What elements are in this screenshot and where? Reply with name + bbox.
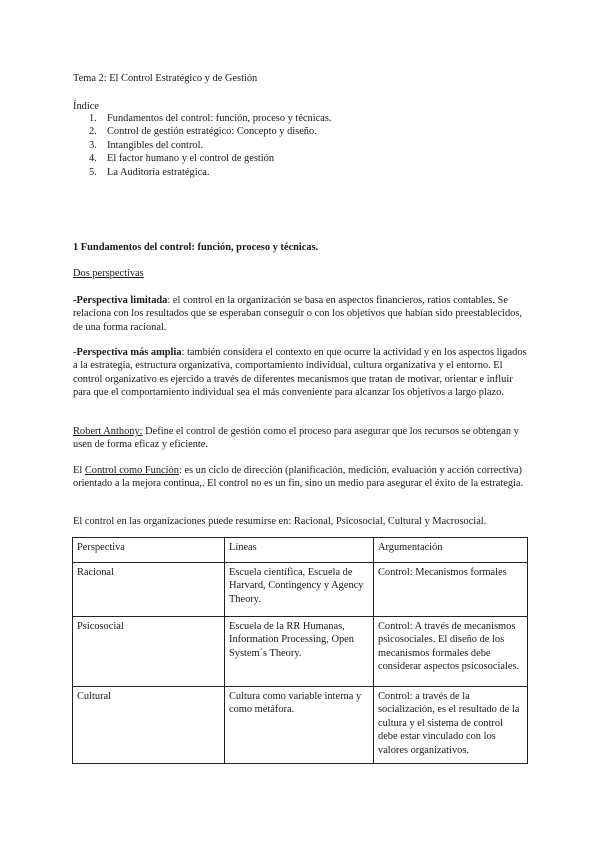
- term-underlined: Control como Función: [84, 465, 179, 476]
- table-cell: Racional: [73, 563, 225, 617]
- term-bold: Perspectiva limitada: [76, 295, 168, 306]
- toc-item: [73, 152, 533, 165]
- table-cell: Control: a través de la socialización, es el resultado de la cultura y el sistema de control debe estar vinculado con los valores organizativos.: [374, 687, 528, 764]
- paragraph-text: : es un ciclo de dirección (planificación, medición, evaluación y acción correctiva) orientado a la mejora continua,. El control no es un fin, sino un medio para asegurar el éxito de la estrategia.: [73, 465, 524, 490]
- toc-item-number: 4.: [89, 153, 97, 165]
- table-header-row: [73, 538, 528, 563]
- term-underlined: Robert Anthony:: [73, 426, 143, 437]
- section-heading: 1 Fundamentos del control: función, proceso y técnicas.: [73, 242, 319, 253]
- table-cell: Control: Mecanismos formales: [374, 563, 528, 617]
- paragraph-resumen: El control en las organizaciones puede resumirse en: Racional, Psicosocial, Cultural y Macrosocial.: [73, 516, 487, 527]
- toc-item-text: La Auditoría estratégica.: [107, 166, 210, 178]
- toc-item-number: 1.: [89, 113, 97, 124]
- paragraph-control-funcion: [73, 464, 533, 491]
- table-row: [73, 563, 528, 617]
- index-heading: Índice: [73, 101, 99, 112]
- toc-item: [73, 166, 533, 179]
- table-cell: Escuela científica, Escuela de Harvard, Contingency y Agency Theory.: [225, 563, 374, 617]
- toc-item-text: Fundamentos del control: función, proceso y técnicas.: [107, 113, 332, 124]
- paragraph-pre: El: [73, 465, 85, 476]
- table-cell: Cultura como variable interna y como metáfora.: [225, 687, 374, 764]
- toc-item-number: 5.: [89, 166, 97, 178]
- toc-item-number: 3.: [89, 139, 97, 151]
- paragraph-text: Define el control de gestión como el proceso para asegurar que los recursos se obtengan y usen de forma eficaz y eficiente.: [73, 426, 519, 451]
- table-header-cell: Argumentación: [374, 538, 528, 563]
- table-header-cell: Perspectiva: [73, 538, 225, 563]
- table-of-contents: [73, 112, 533, 179]
- paragraph-lead: -: [73, 295, 77, 306]
- perspectives-table: [72, 537, 528, 764]
- toc-item-number: 2.: [89, 126, 97, 138]
- table-cell: Psicosocial: [73, 617, 225, 687]
- toc-item: [73, 139, 533, 152]
- table-row: [73, 617, 528, 687]
- paragraph-perspectiva-limitada: [73, 294, 533, 334]
- table-cell: Cultural: [73, 687, 225, 764]
- term-bold: Perspectiva más amplia: [76, 347, 182, 358]
- table-cell: Escuela de la RR Humanas, Information Processing, Open System´s Theory.: [225, 617, 374, 687]
- paragraph-perspectiva-amplia: [73, 346, 533, 400]
- table-header-cell: Líneas: [225, 538, 374, 563]
- toc-item: [73, 125, 533, 138]
- toc-item: [73, 112, 533, 125]
- toc-item-text: Intangibles del control.: [107, 139, 204, 151]
- toc-item-text: Control de gestión estratégico: Concepto y diseño.: [107, 126, 317, 138]
- paragraph-robert-anthony: [73, 425, 533, 452]
- table-row: [73, 687, 528, 764]
- paragraph-text: : también considera el contexto en que ocurre la actividad y en los aspectos ligados a la estrategia, estructura organizativa, comportamiento individual, cultura organizativa y el entorno. El control organizativo es ejercido a través de diferentes mecanismos que tratan de motivar, orientar e influir para que el comportamiento individual sea el más conveniente para alcanzar los objetivos a largo plazo.: [73, 347, 527, 399]
- subheading: Dos perspectivas: [73, 268, 144, 279]
- document-title: Tema 2: El Control Estratégico y de Gestión: [73, 73, 258, 84]
- toc-item-text: El factor humano y el control de gestión: [107, 153, 275, 165]
- paragraph-lead: -: [73, 347, 77, 358]
- table-cell: Control: A través de mecanismos psicosociales. El diseño de los mecanismos formales debe considerar aspectos psicosociales.: [374, 617, 528, 687]
- paragraph-text: : el control en la organización se basa en aspectos financieros, ratios contables. Se relaciona con los resultados que se esperaban conseguir o con los objetivos que habían sido preestablecidos, de una forma racional.: [73, 295, 522, 333]
